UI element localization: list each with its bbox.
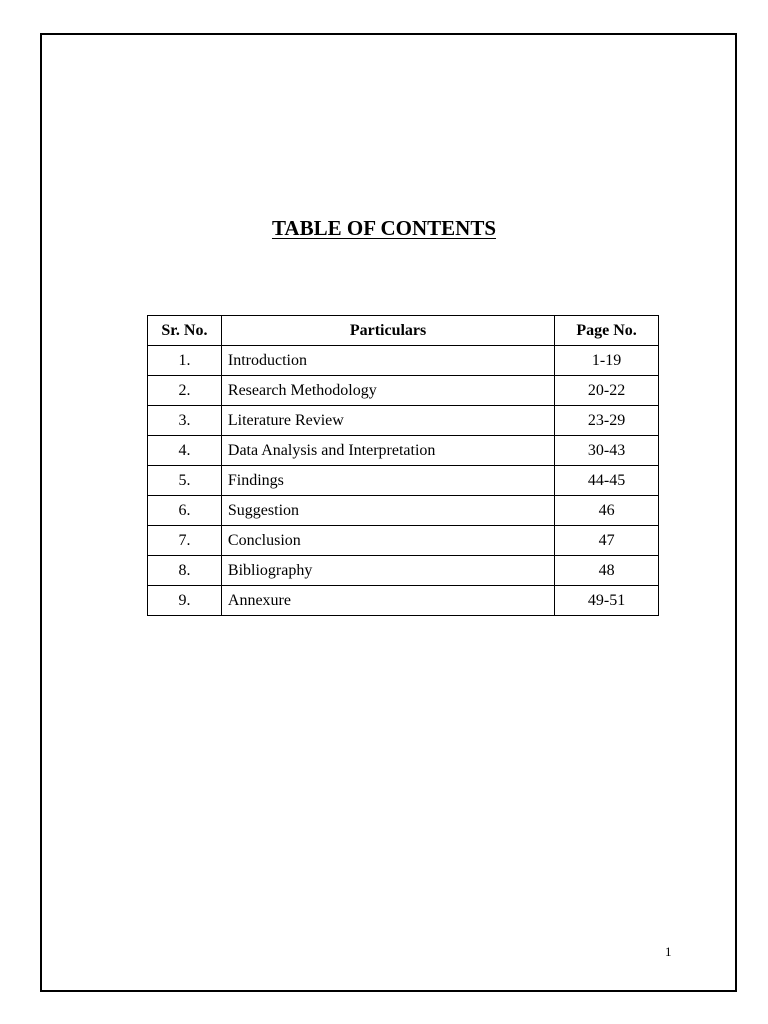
cell-particulars: Findings xyxy=(221,466,554,496)
cell-particulars: Introduction xyxy=(221,346,554,376)
cell-sr-no: 9. xyxy=(148,586,222,616)
table-row xyxy=(148,406,659,436)
cell-sr-no: 6. xyxy=(148,496,222,526)
cell-page-no: 49-51 xyxy=(555,586,659,616)
cell-sr-no: 1. xyxy=(148,346,222,376)
cell-particulars: Annexure xyxy=(221,586,554,616)
cell-particulars: Literature Review xyxy=(221,406,554,436)
table-row xyxy=(148,466,659,496)
cell-sr-no: 5. xyxy=(148,466,222,496)
cell-sr-no: 2. xyxy=(148,376,222,406)
cell-sr-no: 3. xyxy=(148,406,222,436)
page-title: TABLE OF CONTENTS xyxy=(271,216,497,240)
cell-page-no: 44-45 xyxy=(555,466,659,496)
header-particulars: Particulars xyxy=(221,316,554,346)
cell-sr-no: 8. xyxy=(148,556,222,586)
cell-particulars: Bibliography xyxy=(221,556,554,586)
cell-page-no: 23-29 xyxy=(555,406,659,436)
cell-particulars: Research Methodology xyxy=(221,376,554,406)
page-number: 1 xyxy=(665,944,672,959)
table-row xyxy=(148,346,659,376)
cell-page-no: 20-22 xyxy=(555,376,659,406)
cell-particulars: Data Analysis and Interpretation xyxy=(221,436,554,466)
toc-table xyxy=(147,315,659,616)
table-row xyxy=(148,496,659,526)
cell-sr-no: 7. xyxy=(148,526,222,556)
cell-page-no: 48 xyxy=(555,556,659,586)
cell-sr-no: 4. xyxy=(148,436,222,466)
cell-particulars: Suggestion xyxy=(221,496,554,526)
table-row xyxy=(148,586,659,616)
cell-page-no: 30-43 xyxy=(555,436,659,466)
table-row xyxy=(148,556,659,586)
cell-page-no: 1-19 xyxy=(555,346,659,376)
table-row xyxy=(148,376,659,406)
table-row xyxy=(148,436,659,466)
table-row xyxy=(148,526,659,556)
header-sr-no: Sr. No. xyxy=(148,316,222,346)
cell-page-no: 46 xyxy=(555,496,659,526)
header-page-no: Page No. xyxy=(555,316,659,346)
table-header-row xyxy=(148,316,659,346)
cell-particulars: Conclusion xyxy=(221,526,554,556)
cell-page-no: 47 xyxy=(555,526,659,556)
